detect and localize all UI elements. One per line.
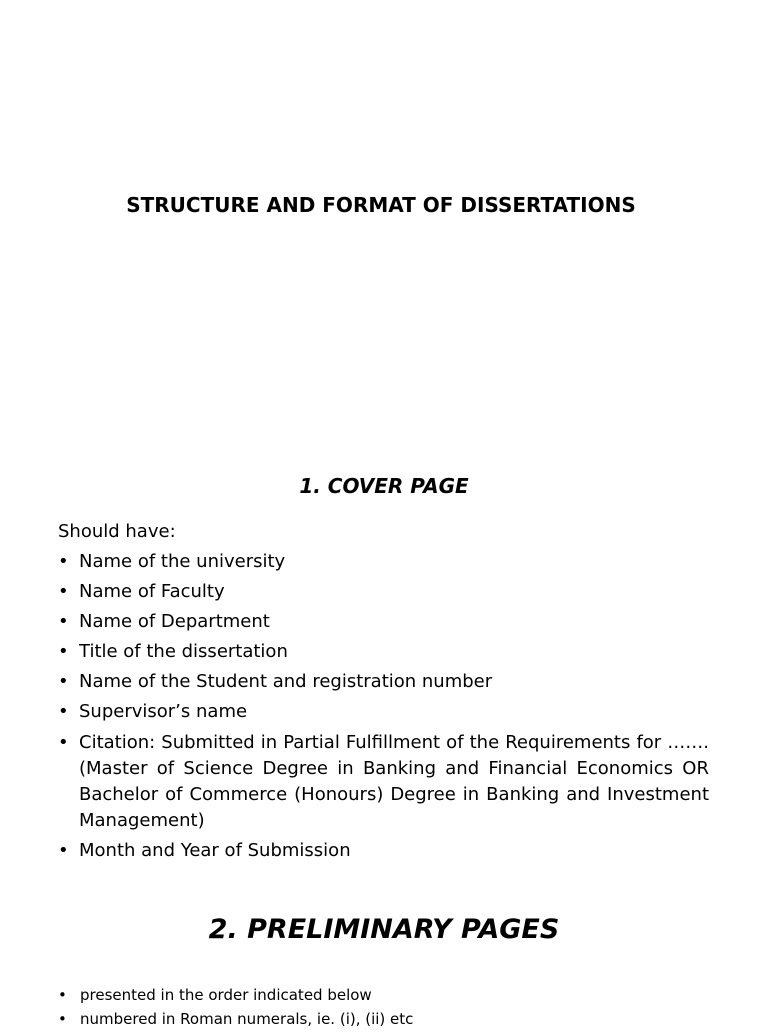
list-item-text: Supervisor’s name: [79, 701, 248, 723]
list-item: [58, 609, 709, 635]
list-item: [58, 579, 709, 605]
list-item-text: Name of the university: [79, 551, 286, 572]
bullet-icon: •: [58, 839, 69, 861]
bullet-icon: •: [58, 701, 69, 723]
section-heading-cover-page: 1. COVER PAGE: [299, 474, 469, 498]
list-item-text: Name of Department: [79, 611, 270, 633]
bullet-icon: •: [58, 611, 69, 633]
cover-page-requirements-list: [58, 549, 709, 868]
list-item: [58, 1008, 708, 1030]
cover-page-intro: Should have:: [58, 521, 176, 542]
list-item: [58, 549, 709, 575]
list-item-text: presented in the order indicated below: [80, 986, 372, 1004]
list-item-text: Name of Faculty: [79, 581, 225, 603]
list-item: [58, 984, 708, 1006]
bullet-icon: •: [58, 1010, 67, 1028]
list-item-text: Name of the Student and registration number: [79, 671, 493, 693]
list-item-text: Month and Year of Submission: [79, 839, 351, 861]
bullet-icon: •: [58, 671, 69, 693]
list-item: [58, 639, 709, 665]
bullet-icon: •: [58, 581, 69, 603]
list-item: [58, 730, 709, 834]
section-heading-preliminary-pages: 2. PRELIMINARY PAGES: [208, 914, 560, 945]
list-item: [58, 669, 709, 695]
list-item-text: numbered in Roman numerals, ie. (i), (ii) etc: [80, 1010, 414, 1028]
list-item: [58, 699, 709, 725]
document-title: STRUCTURE AND FORMAT OF DISSERTATIONS: [126, 193, 636, 217]
list-item-text: Title of the dissertation: [79, 641, 288, 663]
list-item-text: Citation: Submitted in Partial Fulfillment of the Requirements for ……. (Master of Science Degree in Banking and Financial Economics OR Bachelor of Commerce (Honours) Degree in Banking and Investment Management): [79, 731, 709, 831]
bullet-icon: •: [58, 986, 67, 1004]
bullet-icon: •: [58, 731, 69, 753]
preliminary-pages-list: [58, 984, 708, 1032]
bullet-icon: •: [58, 551, 69, 572]
list-item: [58, 838, 709, 864]
bullet-icon: •: [58, 641, 69, 663]
